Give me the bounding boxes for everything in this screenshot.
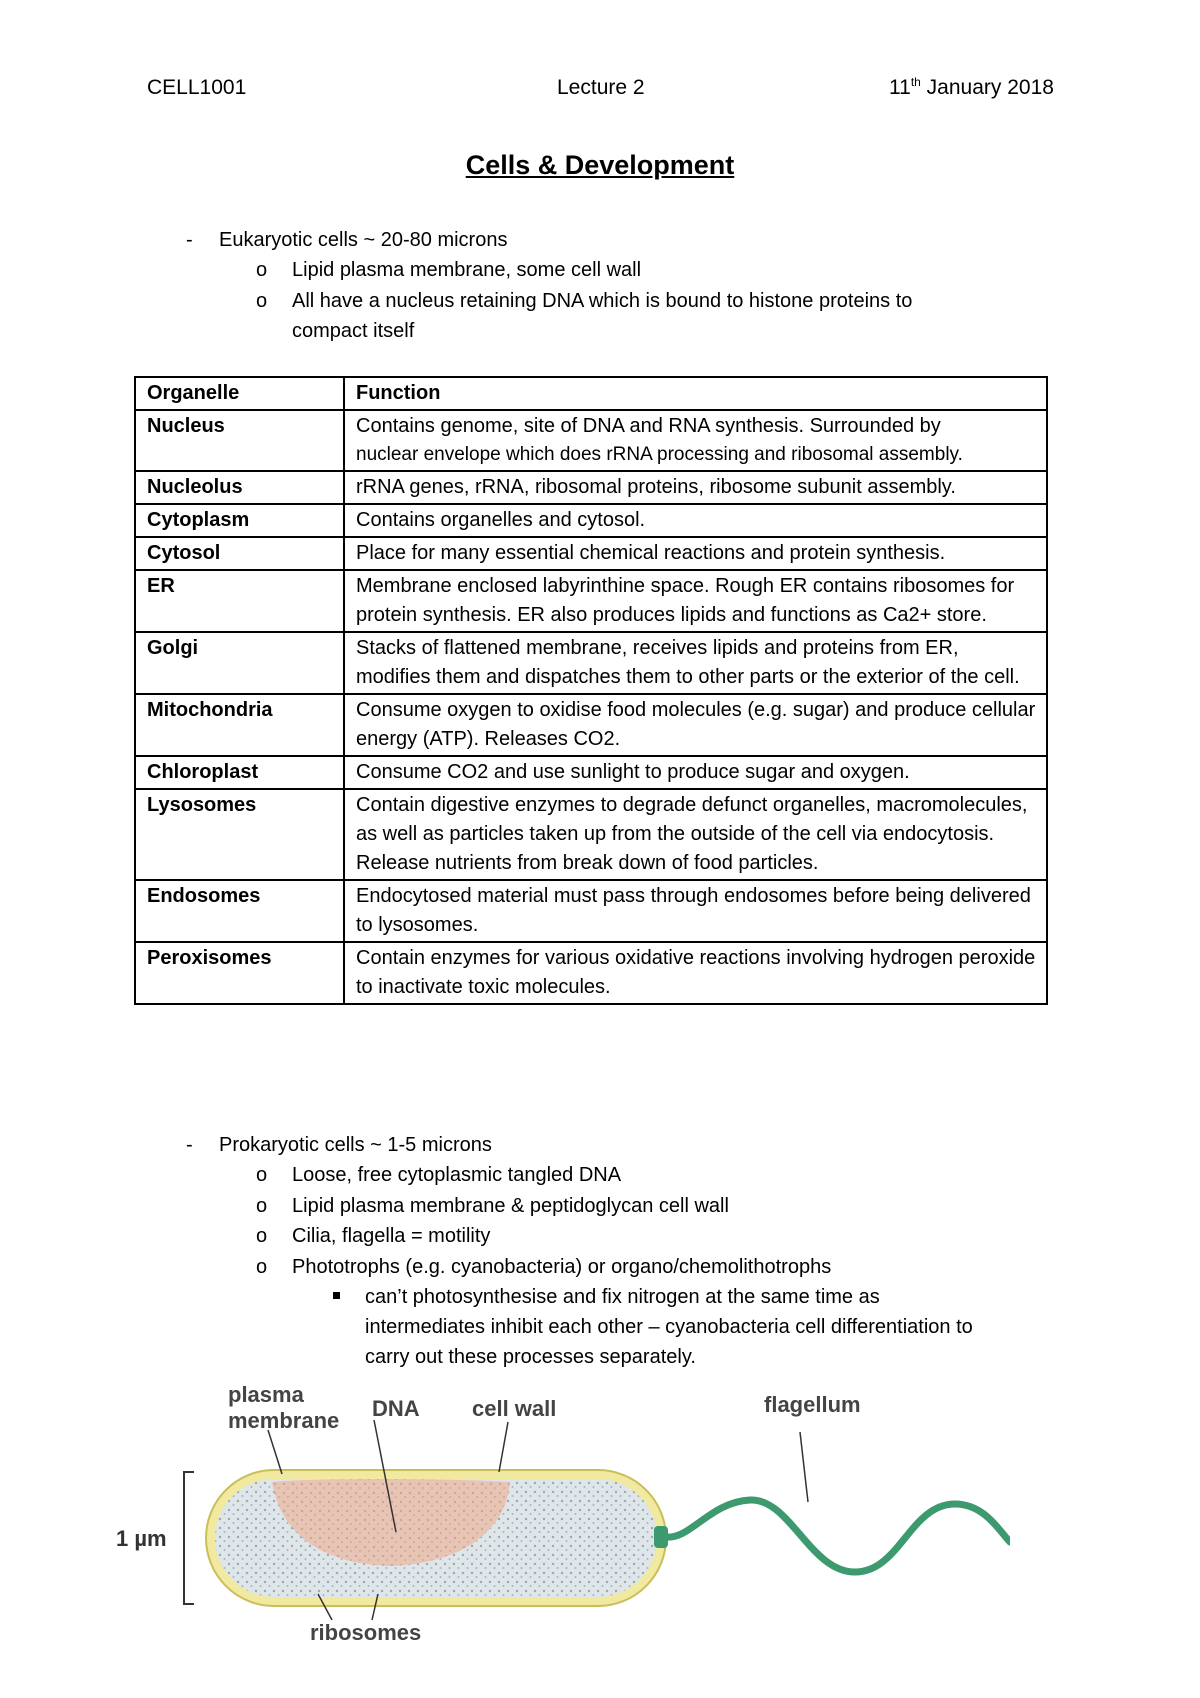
- table-row: [135, 537, 1047, 570]
- date-day: 11: [889, 76, 911, 99]
- table-row: [135, 504, 1047, 537]
- scale-label: 1 µm: [116, 1526, 167, 1551]
- prokaryotic-subpoint-line-2: intermediates inhibit each other – cyanobacteria cell differentiation to: [365, 1316, 973, 1338]
- bacterium-diagram: [110, 1382, 1010, 1652]
- function-text-continued: nuclear envelope which does rRNA processing and ribosomal assembly.: [356, 444, 963, 465]
- course-code: CELL1001: [147, 76, 247, 99]
- page-title: Cells & Development: [465, 150, 735, 180]
- membrane-label: membrane: [228, 1408, 340, 1433]
- eukaryotic-point-2: All have a nucleus retaining DNA which is bound to histone proteins to: [292, 290, 913, 312]
- prokaryotic-subpoint-line-1: can’t photosynthesise and fix nitrogen at the same time as: [365, 1286, 880, 1308]
- header-function: Function: [344, 377, 1047, 410]
- scale-bracket: [184, 1472, 194, 1604]
- prokaryotic-point-4: Phototrophs (e.g. cyanobacteria) or organo/chemolithotrophs: [292, 1256, 832, 1278]
- eukaryotic-point-1: Lipid plasma membrane, some cell wall: [292, 259, 642, 281]
- function-cell: Consume oxygen to oxidise food molecules (e.g. sugar) and produce cellular energy (ATP). Releases CO2.: [344, 694, 1047, 756]
- prokaryotic-subpoint-line-3: carry out these processes separately.: [365, 1346, 696, 1368]
- bullet-circle: o: [256, 259, 268, 281]
- cell-wall-label: cell wall: [472, 1396, 557, 1421]
- ribosomes-label: ribosomes: [310, 1620, 422, 1645]
- header-organelle: Organelle: [135, 377, 344, 410]
- table-row: [135, 756, 1047, 789]
- organelle-cell: Golgi: [135, 632, 344, 694]
- organelle-cell: Chloroplast: [135, 756, 344, 789]
- prokaryotic-point-3: Cilia, flagella = motility: [292, 1225, 491, 1247]
- function-cell: Contain digestive enzymes to degrade defunct organelles, macromolecules, as well as particles taken up from the outside of the cell via endocytosis. Release nutrients from break down of food particles.: [344, 789, 1047, 880]
- eukaryotic-point-2-cont: compact itself: [292, 320, 415, 342]
- table-row: [135, 570, 1047, 632]
- table-header-row: [135, 377, 1047, 410]
- table-row: [135, 942, 1047, 1004]
- function-cell: Endocytosed material must pass through endosomes before being delivered to lysosomes.: [344, 880, 1047, 942]
- organelle-cell: Nucleolus: [135, 471, 344, 504]
- function-cell: [344, 410, 1047, 471]
- dna-label: DNA: [372, 1396, 420, 1421]
- pointer-line: [800, 1432, 808, 1502]
- prokaryotic-point-2: Lipid plasma membrane & peptidoglycan cell wall: [292, 1195, 729, 1217]
- date-suffix: th: [910, 75, 921, 89]
- pointer-line: [268, 1430, 282, 1474]
- function-cell: Stacks of flattened membrane, receives lipids and proteins from ER, modifies them and dispatches them to other parts or the exterior of the cell.: [344, 632, 1047, 694]
- table-row: [135, 880, 1047, 942]
- table-row: [135, 694, 1047, 756]
- function-cell: Contain enzymes for various oxidative reactions involving hydrogen peroxide to inactivate toxic molecules.: [344, 942, 1047, 1004]
- pointer-line: [499, 1422, 508, 1472]
- table-row: [135, 471, 1047, 504]
- function-text: Contains genome, site of DNA and RNA synthesis. Surrounded by: [356, 415, 941, 437]
- function-cell: rRNA genes, rRNA, ribosomal proteins, ribosome subunit assembly.: [344, 471, 1047, 504]
- bullet-dash: -: [186, 229, 193, 251]
- table-row: [135, 789, 1047, 880]
- organelle-cell: Endosomes: [135, 880, 344, 942]
- organelle-table: [134, 376, 1048, 1005]
- prokaryotic-heading: Prokaryotic cells ~ 1-5 microns: [219, 1134, 492, 1156]
- bullet-circle: o: [256, 1195, 268, 1217]
- bullet-circle: o: [256, 1164, 268, 1186]
- bullet-dash: -: [186, 1134, 193, 1156]
- lecture-number: Lecture 2: [557, 76, 645, 99]
- function-cell: Consume CO2 and use sunlight to produce sugar and oxygen.: [344, 756, 1047, 789]
- organelle-cell: Mitochondria: [135, 694, 344, 756]
- prokaryotic-point-1: Loose, free cytoplasmic tangled DNA: [292, 1164, 622, 1186]
- date-rest: January 2018: [920, 76, 1054, 99]
- table-row: [135, 632, 1047, 694]
- organelle-cell: Nucleus: [135, 410, 344, 471]
- organelle-cell: Lysosomes: [135, 789, 344, 880]
- organelle-cell: Cytosol: [135, 537, 344, 570]
- organelle-cell: ER: [135, 570, 344, 632]
- organelle-cell: Peroxisomes: [135, 942, 344, 1004]
- organelle-cell: Cytoplasm: [135, 504, 344, 537]
- function-cell: Place for many essential chemical reactions and protein synthesis.: [344, 537, 1047, 570]
- function-cell: Contains organelles and cytosol.: [344, 504, 1047, 537]
- table-row: [135, 410, 1047, 471]
- function-cell: Membrane enclosed labyrinthine space. Rough ER contains ribosomes for protein synthesis. ER also produces lipids and functions as Ca2+ store.: [344, 570, 1047, 632]
- bullet-circle: o: [256, 1256, 268, 1278]
- bullet-circle: o: [256, 1225, 268, 1247]
- flagellum-label: flagellum: [764, 1392, 861, 1417]
- lecture-date: [889, 76, 1054, 100]
- bullet-circle: o: [256, 290, 268, 312]
- bullet-square: [333, 1292, 340, 1299]
- eukaryotic-heading: Eukaryotic cells ~ 20-80 microns: [219, 229, 508, 251]
- plasma-label: plasma: [228, 1382, 304, 1407]
- flagellum-shape: [666, 1500, 1010, 1572]
